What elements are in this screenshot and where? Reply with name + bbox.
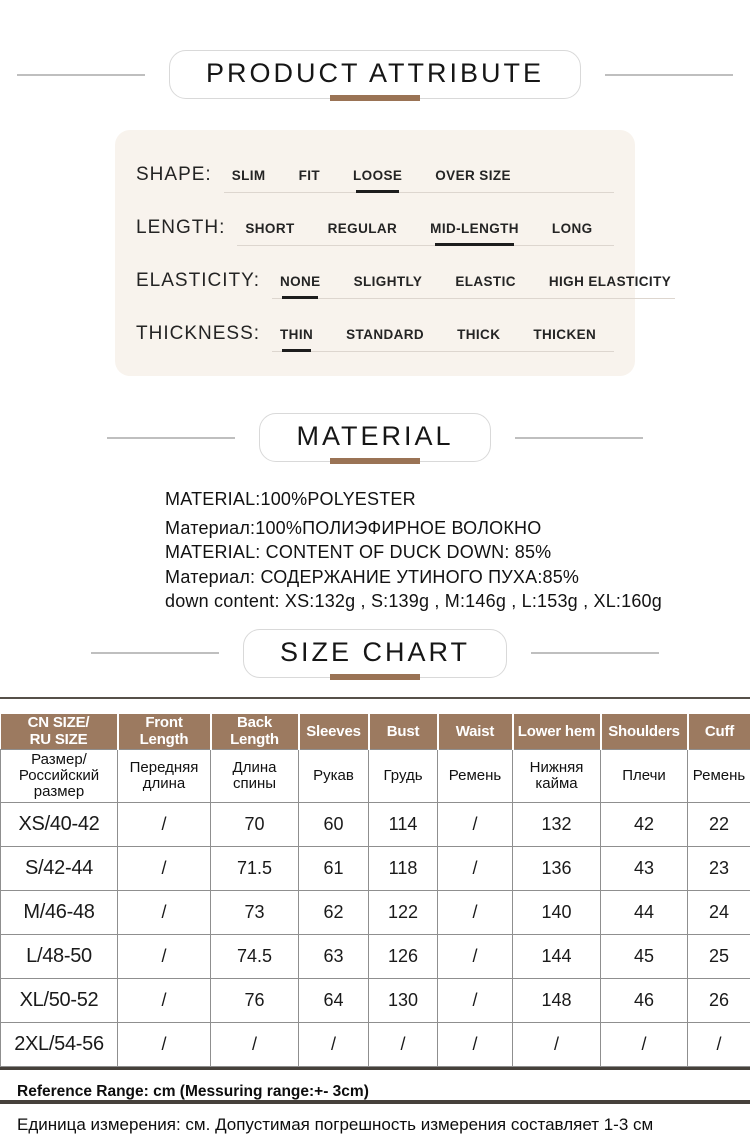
attribute-row — [136, 323, 614, 352]
attribute-label: LENGTH: — [136, 217, 225, 239]
size-cell: 44 — [601, 890, 688, 934]
column-header-en: Front Length — [118, 714, 211, 750]
attribute-options — [272, 327, 614, 352]
size-cell: 45 — [601, 934, 688, 978]
size-cell: 76 — [211, 978, 299, 1022]
column-header-ru: Рукав — [299, 749, 369, 802]
attribute-option: THICK — [457, 327, 500, 342]
title-box — [243, 629, 507, 678]
column-header-ru: Длина спины — [211, 749, 299, 802]
column-header-en: CN SIZE/ RU SIZE — [1, 714, 118, 750]
size-cell: 144 — [513, 934, 601, 978]
attribute-option: OVER SIZE — [435, 168, 511, 183]
table-header-row-ru — [1, 749, 750, 802]
size-cell: / — [438, 890, 513, 934]
attribute-option-selected: THIN — [280, 327, 313, 342]
section-header-size-chart — [0, 629, 750, 678]
size-cell: / — [688, 1022, 750, 1066]
attribute-options — [272, 274, 675, 299]
size-cell: / — [299, 1022, 369, 1066]
size-cell: / — [118, 1022, 211, 1066]
size-row-label: 2XL/54-56 — [1, 1022, 118, 1066]
attribute-row — [136, 217, 614, 246]
size-cell: 62 — [299, 890, 369, 934]
attribute-options — [237, 221, 614, 246]
reference-note-en: Reference Range: cm (Messuring range:+- 3cm) — [17, 1083, 750, 1101]
section-header-product-attribute — [0, 50, 750, 99]
material-line: down content: XS:132g , S:139g , M:146g , L:153g , XL:160g — [165, 589, 750, 614]
decorative-line — [515, 437, 643, 439]
size-cell: / — [369, 1022, 438, 1066]
attribute-option-selected: LOOSE — [353, 168, 402, 183]
size-cell: / — [118, 802, 211, 846]
table-row — [1, 846, 750, 890]
material-line: Материал: СОДЕРЖАНИЕ УТИНОГО ПУХА:85% — [165, 565, 750, 590]
column-header-ru: Нижняя кайма — [513, 749, 601, 802]
size-cell: / — [118, 890, 211, 934]
attribute-option: SHORT — [245, 221, 294, 236]
material-line: MATERIAL:100%POLYESTER — [165, 487, 750, 512]
reference-note-ru: Единица измерения: см. Допустимая погрешность измерения составляет 1-3 см — [17, 1115, 750, 1135]
size-cell: 71.5 — [211, 846, 299, 890]
section-title: MATERIAL — [296, 421, 453, 451]
size-cell: / — [438, 934, 513, 978]
size-cell: 122 — [369, 890, 438, 934]
column-header-en: Back Length — [211, 714, 299, 750]
decorative-line — [605, 74, 733, 76]
column-header-en: Sleeves — [299, 714, 369, 750]
size-cell: 22 — [688, 802, 750, 846]
size-cell: 23 — [688, 846, 750, 890]
size-cell: 46 — [601, 978, 688, 1022]
attribute-option: THICKEN — [533, 327, 596, 342]
decorative-line — [17, 74, 145, 76]
size-cell: 63 — [299, 934, 369, 978]
section-title: SIZE CHART — [280, 637, 470, 667]
column-header-ru: Передняя длина — [118, 749, 211, 802]
section-title: PRODUCT ATTRIBUTE — [206, 58, 544, 88]
size-cell: / — [118, 846, 211, 890]
size-cell: / — [438, 846, 513, 890]
size-cell: 73 — [211, 890, 299, 934]
attribute-option: SLIGHTLY — [354, 274, 423, 289]
size-cell: 140 — [513, 890, 601, 934]
size-cell: 136 — [513, 846, 601, 890]
column-header-ru: Ремень — [438, 749, 513, 802]
attribute-option: ELASTIC — [455, 274, 516, 289]
column-header-en: Cuff — [688, 714, 750, 750]
size-cell: 24 — [688, 890, 750, 934]
column-header-ru: Плечи — [601, 749, 688, 802]
size-chart-table — [0, 714, 750, 1067]
column-header-en: Waist — [438, 714, 513, 750]
attribute-option: HIGH ELASTICITY — [549, 274, 671, 289]
attribute-option: REGULAR — [328, 221, 398, 236]
size-row-label: L/48-50 — [1, 934, 118, 978]
material-line: Материал:100%ПОЛИЭФИРНОЕ ВОЛОКНО — [165, 516, 750, 541]
size-cell: 74.5 — [211, 934, 299, 978]
size-cell: 70 — [211, 802, 299, 846]
size-cell: / — [118, 934, 211, 978]
attribute-option: SLIM — [232, 168, 266, 183]
size-row-label: XS/40-42 — [1, 802, 118, 846]
attribute-row — [136, 270, 614, 299]
attribute-label: THICKNESS: — [136, 323, 260, 345]
size-cell: 126 — [369, 934, 438, 978]
size-cell: 130 — [369, 978, 438, 1022]
size-row-label: M/46-48 — [1, 890, 118, 934]
size-cell: / — [211, 1022, 299, 1066]
attribute-option-selected: MID-LENGTH — [430, 221, 519, 236]
table-header-row-en — [1, 714, 750, 750]
table-row — [1, 802, 750, 846]
column-header-en: Lower hem — [513, 714, 601, 750]
size-cell: 26 — [688, 978, 750, 1022]
size-cell: 42 — [601, 802, 688, 846]
column-header-en: Bust — [369, 714, 438, 750]
size-cell: 148 — [513, 978, 601, 1022]
table-row — [1, 890, 750, 934]
size-cell: / — [438, 978, 513, 1022]
size-cell: 118 — [369, 846, 438, 890]
accent-underline — [330, 458, 420, 464]
title-box — [169, 50, 581, 99]
decorative-line — [91, 652, 219, 654]
size-cell: / — [513, 1022, 601, 1066]
table-row — [1, 934, 750, 978]
attribute-option: FIT — [299, 168, 320, 183]
attribute-panel — [115, 130, 635, 376]
divider-line — [0, 697, 750, 699]
size-cell: 61 — [299, 846, 369, 890]
divider-line — [0, 1100, 750, 1104]
decorative-line — [107, 437, 235, 439]
size-row-label: XL/50-52 — [1, 978, 118, 1022]
size-cell: / — [438, 1022, 513, 1066]
column-header-ru: Ремень — [688, 749, 750, 802]
attribute-option: STANDARD — [346, 327, 424, 342]
material-line: MATERIAL: CONTENT OF DUCK DOWN: 85% — [165, 540, 750, 565]
accent-underline — [330, 95, 420, 101]
attribute-label: SHAPE: — [136, 164, 212, 186]
size-cell: / — [438, 802, 513, 846]
size-cell: 60 — [299, 802, 369, 846]
attribute-option: LONG — [552, 221, 593, 236]
size-cell: / — [601, 1022, 688, 1066]
attribute-options — [224, 168, 614, 193]
table-row — [1, 1022, 750, 1066]
size-cell: 114 — [369, 802, 438, 846]
table-row — [1, 978, 750, 1022]
column-header-ru: Размер/ Российский размер — [1, 749, 118, 802]
attribute-option-selected: NONE — [280, 274, 321, 289]
attribute-label: ELASTICITY: — [136, 270, 260, 292]
column-header-ru: Грудь — [369, 749, 438, 802]
size-cell: 132 — [513, 802, 601, 846]
column-header-en: Shoulders — [601, 714, 688, 750]
section-header-material — [0, 413, 750, 462]
size-cell: / — [118, 978, 211, 1022]
size-cell: 43 — [601, 846, 688, 890]
title-box — [259, 413, 490, 462]
size-cell: 25 — [688, 934, 750, 978]
decorative-line — [531, 652, 659, 654]
attribute-row — [136, 164, 614, 193]
material-info — [165, 487, 750, 614]
size-cell: 64 — [299, 978, 369, 1022]
size-row-label: S/42-44 — [1, 846, 118, 890]
accent-underline — [330, 674, 420, 680]
